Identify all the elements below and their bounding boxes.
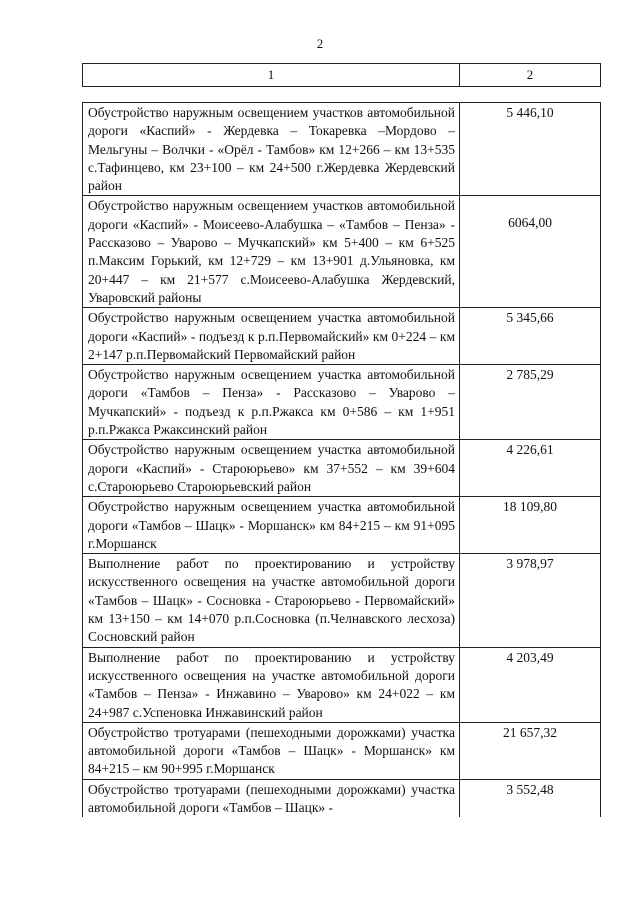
table-row [83, 440, 601, 497]
row-description: Обустройство наружным освещением участка автомобильной дороги «Тамбов – Шацк» - Моршанск» км 84+215 – км 91+095 г.Моршанск [83, 497, 460, 554]
row-amount: 18 109,80 [460, 497, 601, 554]
table-row [83, 722, 601, 779]
row-description: Обустройство наружным освещением участков автомобильной дороги «Каспий» - Моисеево-Алабушка – «Тамбов – Пенза» - Рассказово – Уварово – Мучкапский» км 5+400 – км 6+525 п.Максим Горький, км 12+729 – км 13+901 д.Ульяновка, км 20+447 – км 21+577 с.Моисеево-Алабушка Жердевский, Уваровский районы [83, 196, 460, 308]
row-description: Обустройство наружным освещением участка автомобильной дороги «Тамбов – Пенза» - Рассказово – Уварово –Мучкапский» - подъезд к р.п.Ржакса км 0+586 – км 1+951 р.п.Ржакса Ржаксинский район [83, 365, 460, 440]
table-row [83, 196, 601, 308]
row-description: Выполнение работ по проектированию и устройству искусственного освещения на участке автомобильной дороги «Тамбов – Шацк» - Сосновка - Староюрьево - Первомайский» км 13+150 – км 14+070 р.п.Сосновка (п.Челнавского лесхоза) Сосновский район [83, 554, 460, 647]
header-row [83, 64, 601, 87]
table-row [83, 497, 601, 554]
row-amount: 4 203,49 [460, 647, 601, 722]
table-row [83, 647, 601, 722]
works-table [82, 102, 601, 817]
row-amount: 5 446,10 [460, 103, 601, 196]
row-description: Выполнение работ по проектированию и устройству искусственного освещения на участке автомобильной дороги «Тамбов – Пенза» - Инжавино – Уварово» км 24+022 – км 24+987 с.Успеновка Инжавинский район [83, 647, 460, 722]
row-description: Обустройство наружным освещением участка автомобильной дороги «Каспий» - подъезд к р.п.Первомайский» км 0+224 – км 2+147 р.п.Первомайский Первомайский район [83, 308, 460, 365]
row-description: Обустройство наружным освещением участка автомобильной дороги «Каспий» - Староюрьево» км 37+552 – км 39+604 с.Староюрьево Староюрьевский район [83, 440, 460, 497]
table-row [83, 308, 601, 365]
table-row [83, 365, 601, 440]
row-description: Обустройство тротуарами (пешеходными дорожками) участка автомобильной дороги «Тамбов – Шацк» - [83, 779, 460, 817]
row-amount: 21 657,32 [460, 722, 601, 779]
page-number: 2 [316, 36, 324, 51]
table-row [83, 554, 601, 647]
row-amount: 4 226,61 [460, 440, 601, 497]
table-row [83, 779, 601, 817]
row-amount: 6064,00 [460, 196, 601, 308]
row-description: Обустройство наружным освещением участков автомобильной дороги «Каспий» - Жердевка – Токаревка –Мордово – Мельгуны – Волчки - «Орёл - Тамбов» км 12+266 – км 13+535 с.Тафинцево, км 23+100 – км 24+500 г.Жердевка Жердевский район [83, 103, 460, 196]
column-number-header [82, 63, 601, 87]
table-row [83, 103, 601, 196]
row-amount: 3 978,97 [460, 554, 601, 647]
row-amount: 5 345,66 [460, 308, 601, 365]
row-amount: 2 785,29 [460, 365, 601, 440]
header-col-2: 2 [460, 64, 601, 87]
row-amount: 3 552,48 [460, 779, 601, 817]
row-description: Обустройство тротуарами (пешеходными дорожками) участка автомобильной дороги «Тамбов – Шацк» - Моршанск» км 84+215 – км 90+995 г.Моршанск [83, 722, 460, 779]
header-col-1: 1 [83, 64, 460, 87]
